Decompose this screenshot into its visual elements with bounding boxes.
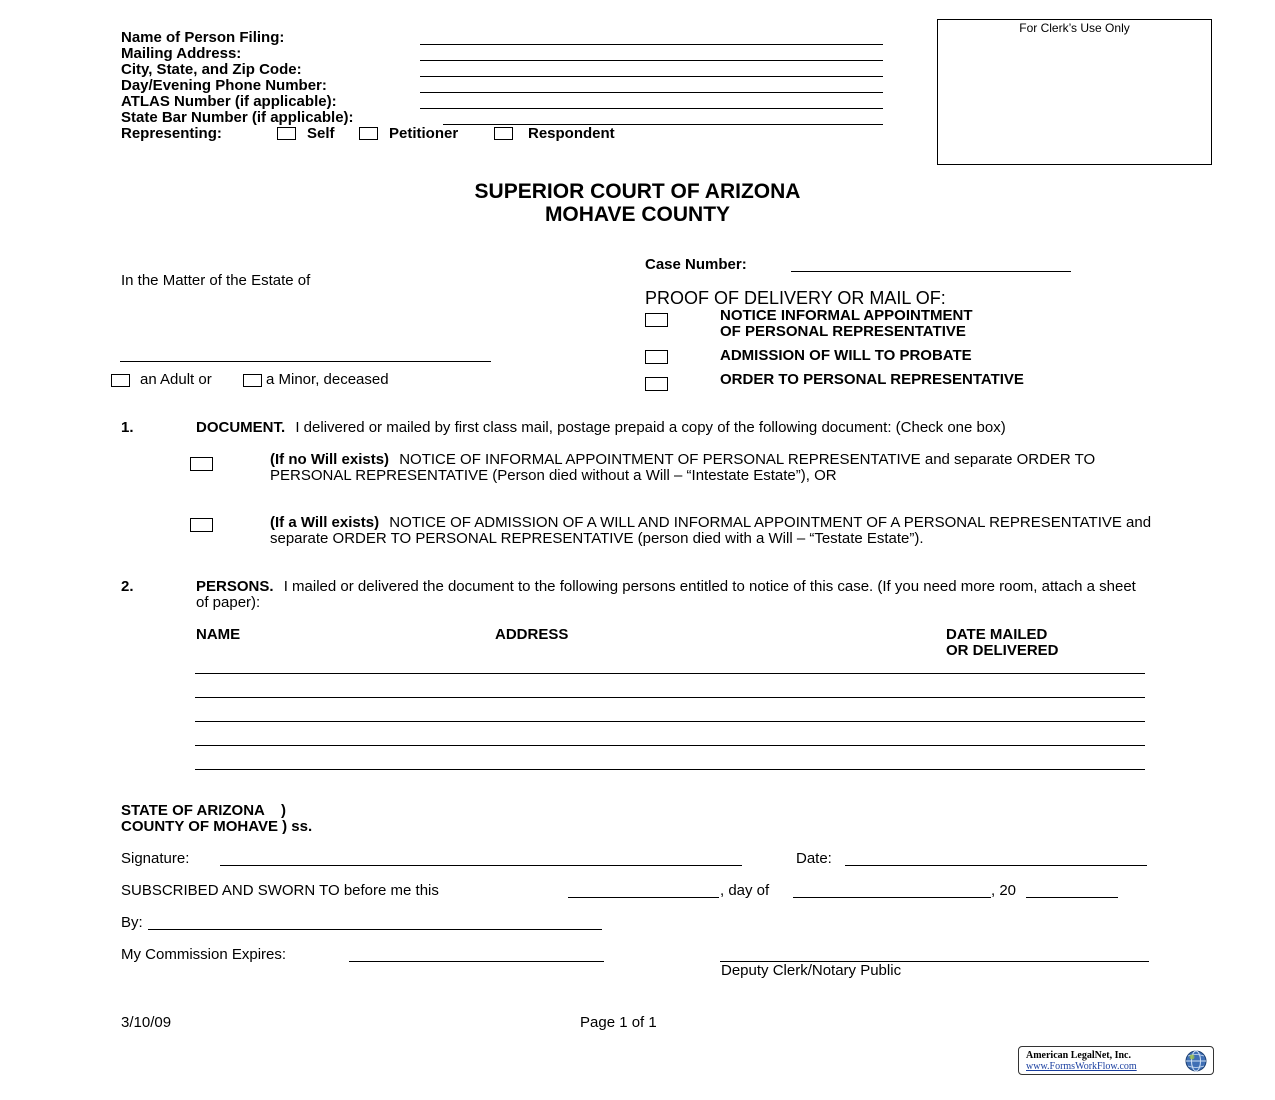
self-checkbox[interactable] — [277, 127, 296, 140]
order-representative-label: ORDER TO PERSONAL REPRESENTATIVE — [720, 371, 1024, 388]
col-date-header-line2: OR DELIVERED — [946, 642, 1059, 659]
by-line[interactable] — [148, 929, 602, 930]
county-venue: COUNTY OF MOHAVE ) ss. — [121, 818, 313, 835]
self-label: Self — [307, 125, 335, 142]
state-bar-number-line[interactable] — [443, 124, 883, 125]
section2-body: I mailed or delivered the document to the following persons entitled to notice of this case. (If you need more room, attach a sheet of paper): — [196, 578, 1136, 611]
mailing-address-line[interactable] — [420, 60, 883, 61]
page-number: Page 1 of 1 — [580, 1014, 657, 1031]
petitioner-label: Petitioner — [389, 125, 459, 142]
logo-company-name: American LegalNet, Inc. — [1026, 1050, 1131, 1061]
by-label: By: — [121, 914, 143, 931]
testate-checkbox[interactable] — [190, 518, 213, 532]
case-number-line[interactable] — [791, 271, 1071, 272]
minor-checkbox[interactable] — [243, 374, 262, 387]
proof-title: PROOF OF DELIVERY OR MAIL OF: — [645, 288, 946, 308]
testate-option — [270, 515, 1155, 547]
city-state-zip-line[interactable] — [420, 76, 883, 77]
section2-number: 2. — [121, 578, 134, 595]
court-title: SUPERIOR COURT OF ARIZONA — [474, 180, 801, 203]
col-date-header-line1: DATE MAILED — [946, 626, 1048, 643]
deputy-label: Deputy Clerk/Notary Public — [721, 962, 902, 979]
form-date: 3/10/09 — [121, 1014, 172, 1031]
section2-text — [196, 579, 1146, 611]
intestate-description: NOTICE OF INFORMAL APPOINTMENT OF PERSONAL REPRESENTATIVE and separate ORDER TO PERSONAL REPRESENTATIVE (Person died without a Will – “Intestate Estate”), OR — [270, 451, 1096, 484]
notice-appointment-line2: OF PERSONAL REPRESENTATIVE — [720, 323, 966, 340]
sworn-day-line[interactable] — [568, 897, 719, 898]
persons-entry-line[interactable] — [195, 697, 1145, 698]
respondent-checkbox[interactable] — [494, 127, 513, 140]
decedent-name-line[interactable] — [120, 361, 491, 362]
estate-matter-label: In the Matter of the Estate of — [121, 272, 311, 289]
persons-entry-line[interactable] — [195, 745, 1145, 746]
persons-entry-line[interactable] — [195, 721, 1145, 722]
commission-line[interactable] — [349, 961, 604, 962]
commission-label: My Commission Expires: — [121, 946, 287, 963]
name-of-person-filing-label: Name of Person Filing: — [121, 29, 285, 46]
atlas-number-line[interactable] — [420, 108, 883, 109]
clerks-use-box — [937, 19, 1212, 165]
atlas-number-label: ATLAS Number (if applicable): — [121, 93, 337, 110]
city-state-zip-label: City, State, and Zip Code: — [121, 61, 302, 78]
sworn-month-line[interactable] — [793, 897, 991, 898]
section1-heading: DOCUMENT. — [196, 419, 286, 436]
signature-line[interactable] — [220, 865, 742, 866]
testate-description: NOTICE OF ADMISSION OF A WILL AND INFORMAL APPOINTMENT OF A PERSONAL REPRESENTATIVE and separate ORDER TO PERSONAL REPRESENTATIVE (person died with a Will – “Testate Estate”). — [270, 514, 1152, 547]
case-number-label: Case Number: — [645, 256, 747, 273]
intestate-condition: (If no Will exists) — [270, 451, 390, 468]
phone-number-line[interactable] — [420, 92, 883, 93]
mailing-address-label: Mailing Address: — [121, 45, 242, 62]
state-bar-number-label: State Bar Number (if applicable): — [121, 109, 354, 126]
col-address-header: ADDRESS — [495, 626, 569, 643]
admission-will-label: ADMISSION OF WILL TO PROBATE — [720, 347, 972, 364]
clerks-use-label: For Clerk’s Use Only — [1019, 21, 1130, 35]
date-line[interactable] — [845, 865, 1147, 866]
testate-condition: (If a Will exists) — [270, 514, 380, 531]
adult-checkbox[interactable] — [111, 374, 130, 387]
county-title: MOHAVE COUNTY — [544, 203, 731, 226]
date-label: Date: — [796, 850, 832, 867]
signature-label: Signature: — [121, 850, 190, 867]
intestate-option — [270, 452, 1130, 484]
sworn-text-start: SUBSCRIBED AND SWORN TO before me this — [121, 882, 439, 899]
sworn-text-year: , 20 — [991, 882, 1017, 899]
sworn-text-day-of: , day of — [720, 882, 770, 899]
logo-website-link[interactable]: www.FormsWorkFlow.com — [1026, 1061, 1137, 1072]
section1-body: I delivered or mailed by first class mail, postage prepaid a copy of the following document: (Check one box) — [295, 419, 1006, 436]
order-representative-checkbox[interactable] — [645, 377, 668, 391]
persons-entry-line[interactable] — [195, 769, 1145, 770]
representing-label: Representing: — [121, 125, 222, 142]
globe-icon — [1183, 1049, 1209, 1073]
minor-label: a Minor, deceased — [266, 371, 389, 388]
section2-heading: PERSONS. — [196, 578, 274, 595]
persons-entry-line[interactable] — [195, 673, 1145, 674]
american-legalnet-logo[interactable] — [1018, 1046, 1214, 1075]
admission-will-checkbox[interactable] — [645, 350, 668, 364]
notice-appointment-line1: NOTICE INFORMAL APPOINTMENT — [720, 307, 973, 324]
sworn-year-line[interactable] — [1026, 897, 1118, 898]
col-name-header: NAME — [196, 626, 241, 643]
section1-number: 1. — [121, 419, 134, 436]
petitioner-checkbox[interactable] — [359, 127, 378, 140]
adult-label: an Adult or — [140, 371, 212, 388]
respondent-label: Respondent — [528, 125, 615, 142]
section1-text — [196, 420, 1096, 436]
notice-appointment-checkbox[interactable] — [645, 313, 668, 327]
phone-number-label: Day/Evening Phone Number: — [121, 77, 327, 94]
state-venue: STATE OF ARIZONA ) — [121, 802, 286, 819]
intestate-checkbox[interactable] — [190, 457, 213, 471]
name-of-person-filing-line[interactable] — [420, 44, 883, 45]
